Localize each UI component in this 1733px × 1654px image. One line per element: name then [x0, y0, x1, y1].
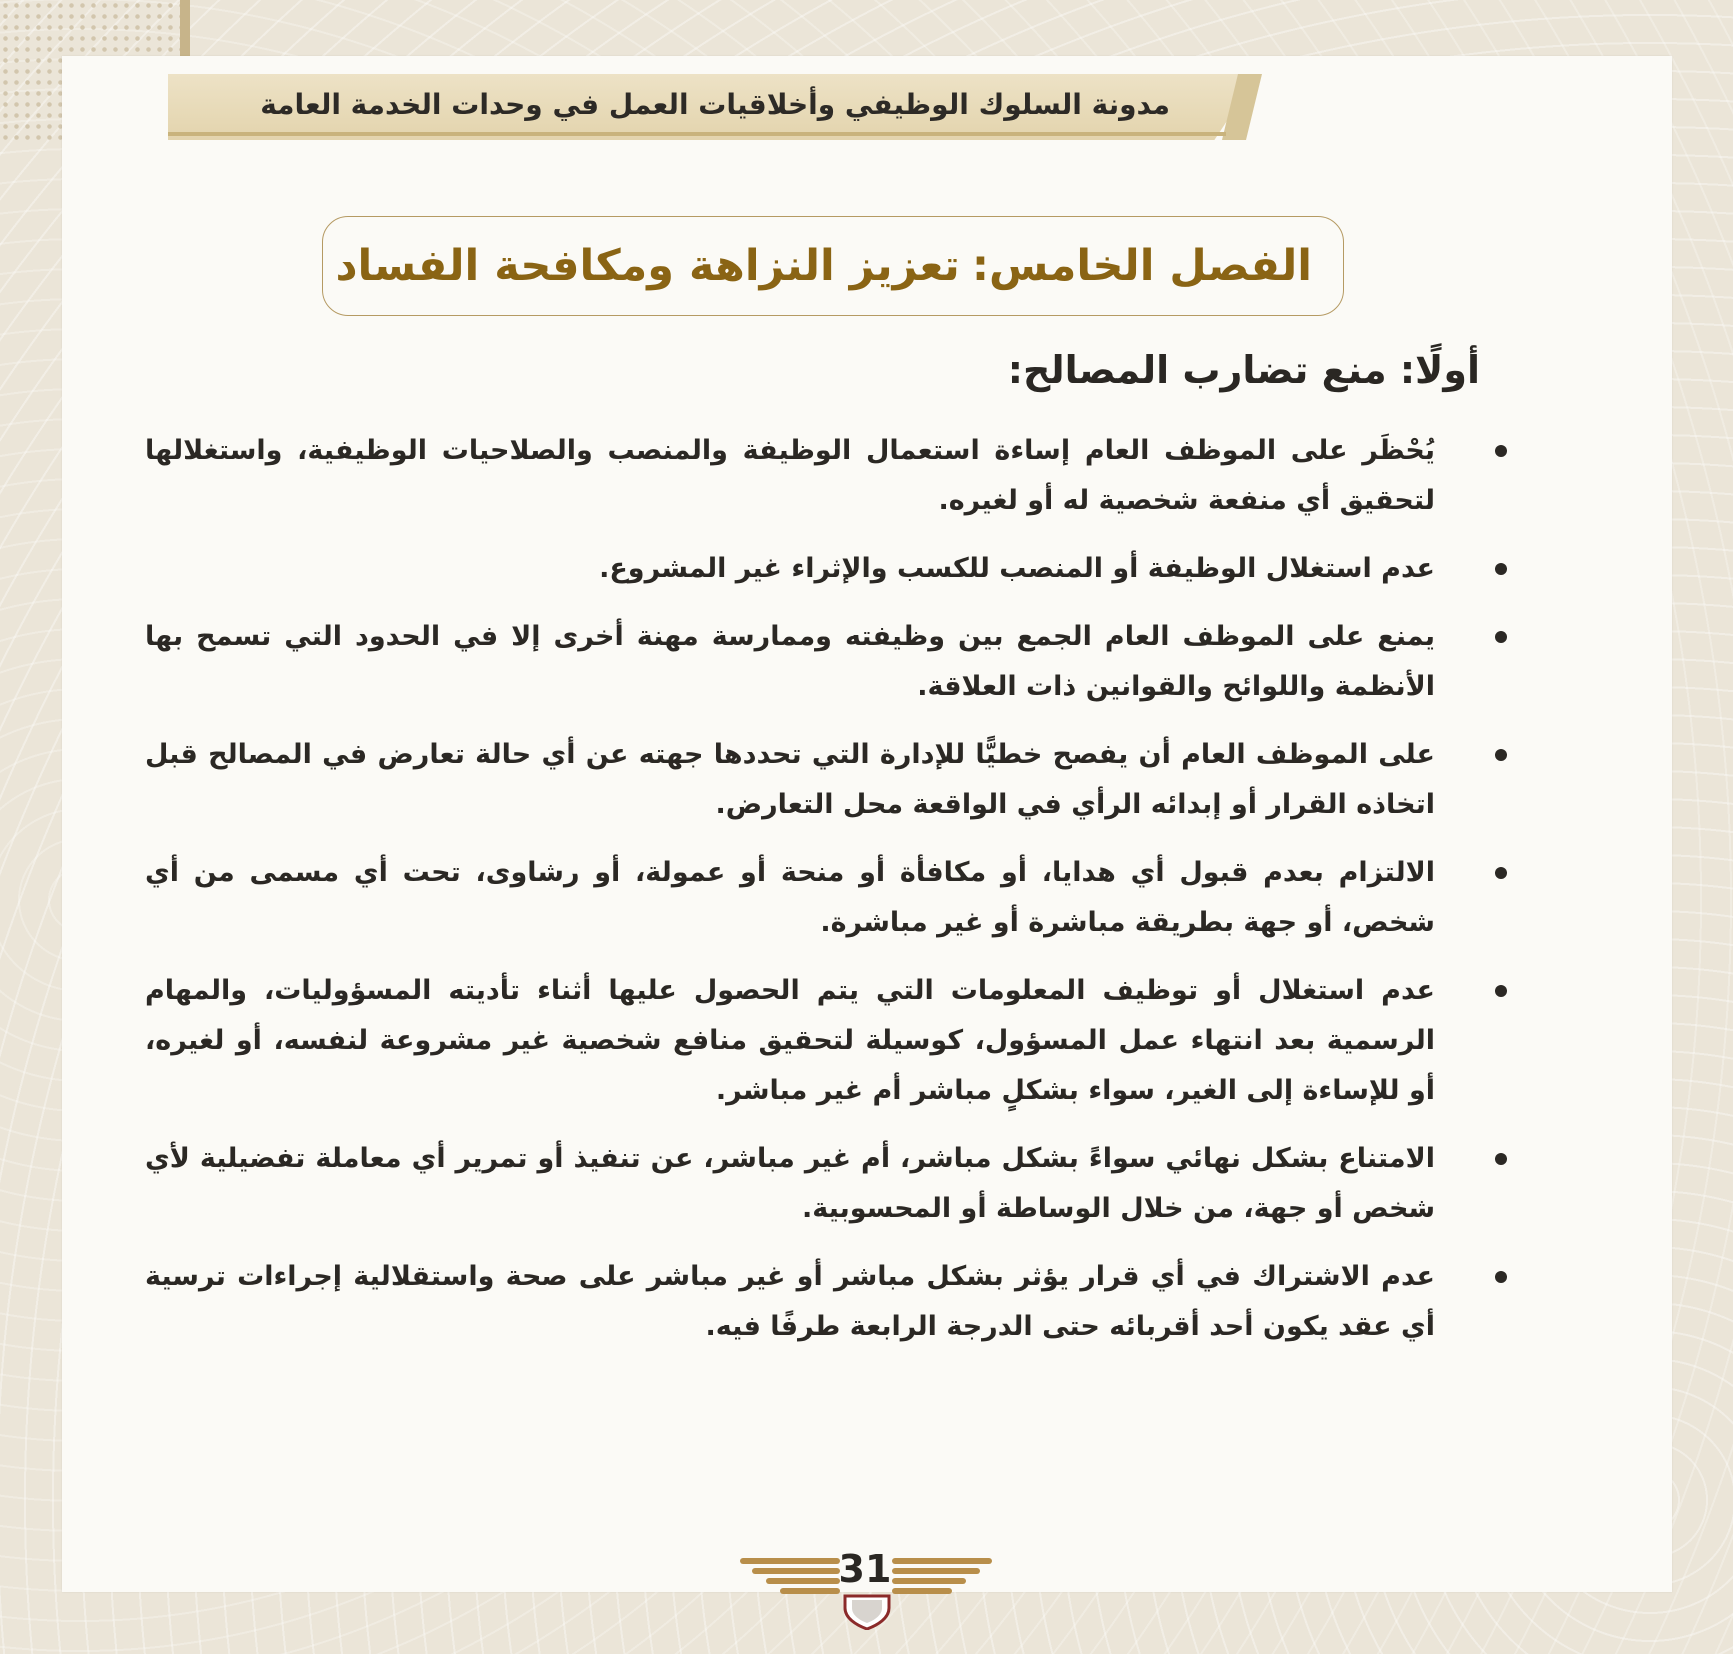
bullet-list [145, 426, 1515, 1370]
left-wing-stripe [752, 1568, 840, 1574]
running-header: مدونة السلوك الوظيفي وأخلاقيات العمل في وحدات الخدمة العامة [260, 88, 1170, 121]
bullet-icon [1495, 563, 1507, 575]
list-item-text: على الموظف العام أن يفصح خطيًّا للإدارة التي تحددها جهته عن أي حالة تعارض في المصالح قبل اتخاذه القرار أو إبدائه الرأي في الواقعة محل التعارض. [145, 739, 1435, 820]
left-wing-stripe [740, 1558, 840, 1564]
list-item-text: عدم استغلال أو توظيف المعلومات التي يتم الحصول عليها أثناء تأديته المسؤوليات، والمهام الرسمية بعد انتهاء عمل المسؤول، كوسيلة لتحقيق منافع شخصية غير مشروعة لنفسه، أو لغيره، أو للإساءة إلى الغير، سواء بشكلٍ مباشر أم غير مباشر. [145, 975, 1435, 1106]
chapter-label: الفصل الخامس: [971, 241, 1312, 291]
right-wing-stripe [892, 1588, 952, 1594]
list-item-text: الالتزام بعدم قبول أي هدايا، أو مكافأة أو منحة أو عمولة، أو رشاوى، تحت أي مسمى من أي شخص، أو جهة بطريقة مباشرة أو غير مباشرة. [145, 857, 1435, 938]
chapter-name: تعزيز النزاهة ومكافحة الفساد [335, 241, 960, 291]
list-item [145, 426, 1515, 526]
list-item-text: يمنع على الموظف العام الجمع بين وظيفته وممارسة مهنة أخرى إلا في الحدود التي تسمح بها الأنظمة واللوائح والقوانين ذات العلاقة. [145, 621, 1435, 702]
bullet-icon [1495, 985, 1507, 997]
bullet-icon [1495, 1153, 1507, 1165]
bullet-icon [1495, 445, 1507, 457]
shield-icon [842, 1594, 892, 1630]
right-wing-stripe [892, 1558, 992, 1564]
bullet-icon [1495, 867, 1507, 879]
page-number: 31 [838, 1547, 892, 1591]
list-item [145, 612, 1515, 712]
list-item [145, 730, 1515, 830]
list-item-text: عدم الاشتراك في أي قرار يؤثر بشكل مباشر أو غير مباشر على صحة واستقلالية إجراءات ترسية أي عقد يكون أحد أقربائه حتى الدرجة الرابعة طرفًا فيه. [145, 1261, 1435, 1342]
list-item-text: يُحْظَر على الموظف العام إساءة استعمال الوظيفة والمنصب والصلاحيات الوظيفية، واستغلالها لتحقيق أي منفعة شخصية له أو لغيره. [145, 435, 1435, 516]
list-item-text: عدم استغلال الوظيفة أو المنصب للكسب والإثراء غير المشروع. [599, 553, 1435, 584]
right-wing-stripe [892, 1568, 980, 1574]
left-wing-stripe [766, 1578, 840, 1584]
list-item [145, 1134, 1515, 1234]
list-item [145, 544, 1515, 594]
bullet-icon [1495, 631, 1507, 643]
list-item [145, 966, 1515, 1116]
list-item-text: الامتناع بشكل نهائي سواءً بشكل مباشر، أم غير مباشر، عن تنفيذ أو تمرير أي معاملة تفضيلية لأي شخص أو جهة، من خلال الوساطة أو المحسوبية. [145, 1143, 1435, 1224]
bullet-icon [1495, 1271, 1507, 1283]
bullet-icon [1495, 749, 1507, 761]
section-heading: أولًا: منع تضارب المصالح: [1007, 348, 1480, 392]
chapter-title [335, 226, 1312, 306]
header-ribbon-underline [168, 132, 1226, 136]
list-item [145, 848, 1515, 948]
right-wing-stripe [892, 1578, 966, 1584]
list-item [145, 1252, 1515, 1352]
